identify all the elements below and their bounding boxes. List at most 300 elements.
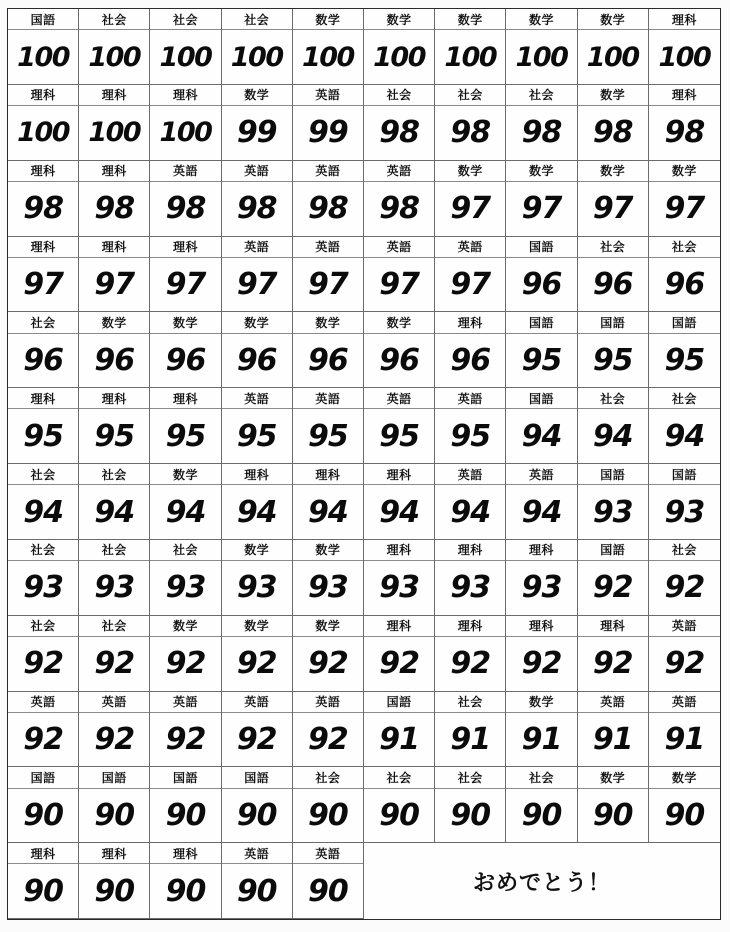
subject-label: 社会 [222,9,292,30]
subject-label: 理科 [150,237,220,258]
score-value: 94 [165,494,206,530]
score-value: 92 [94,722,135,758]
score-card [150,464,221,540]
score-value: 97 [236,267,277,303]
score-value: 94 [592,418,633,454]
score-card [364,85,435,161]
score-card [150,767,221,843]
score-value: 97 [165,267,206,303]
score-value: 97 [521,191,562,227]
subject-label: 社会 [293,767,363,788]
subject-label: 社会 [649,388,720,409]
subject-label: 理科 [293,464,363,485]
subject-label: 数学 [222,540,292,561]
subject-label: 社会 [79,464,149,485]
score-value: 95 [23,418,63,454]
score-card [8,692,79,768]
subject-label: 数学 [150,464,220,485]
score-value: 94 [23,494,63,530]
subject-label: 理科 [8,85,78,106]
score-card [578,237,649,313]
score-card [293,692,364,768]
score-card [79,9,150,85]
score-card [293,540,364,616]
subject-label: 理科 [79,85,149,106]
score-value: 90 [450,797,491,833]
score-value: 97 [664,191,705,227]
score-card [506,464,577,540]
score-card [435,464,506,540]
subject-label: 英語 [364,388,434,409]
subject-label: 国語 [506,388,576,409]
score-value: 96 [94,342,135,378]
subject-label: 国語 [222,767,292,788]
score-card [506,161,577,237]
score-card [506,616,577,692]
subject-label: 英語 [364,237,434,258]
score-card [150,161,221,237]
subject-label: 社会 [649,237,720,258]
score-value: 90 [308,873,348,909]
score-value: 100 [658,41,711,73]
score-value: 91 [592,722,633,758]
score-value: 100 [88,41,141,73]
score-value: 92 [23,646,63,682]
score-value: 100 [373,41,426,73]
subject-label: 数学 [293,616,363,637]
score-card [649,161,720,237]
score-value: 90 [94,873,135,909]
score-value: 93 [94,570,135,606]
score-card [578,692,649,768]
score-value: 100 [88,117,141,149]
subject-label: 英語 [293,161,363,182]
score-value: 92 [592,646,633,682]
score-value: 98 [379,115,419,151]
score-card [506,767,577,843]
subject-label: 社会 [649,540,720,561]
subject-label: 理科 [8,237,78,258]
score-card [364,616,435,692]
subject-label: 英語 [293,692,363,713]
score-value: 95 [236,418,277,454]
score-value: 96 [521,267,562,303]
score-card [150,616,221,692]
score-card [8,843,79,919]
score-card [8,767,79,843]
subject-label: 数学 [293,540,363,561]
score-card [79,616,150,692]
subject-label: 数学 [364,312,434,333]
score-value: 90 [308,797,348,833]
score-card [435,312,506,388]
subject-label: 数学 [578,9,648,30]
score-card [364,9,435,85]
score-card [222,692,293,768]
score-value: 92 [664,570,705,606]
subject-label: 社会 [364,767,434,788]
score-card [150,843,221,919]
subject-label: 社会 [578,237,648,258]
score-value: 91 [521,722,562,758]
subject-label: 数学 [506,161,576,182]
score-value: 98 [165,191,206,227]
score-card [435,161,506,237]
subject-label: 国語 [578,464,648,485]
subject-label: 社会 [435,85,505,106]
subject-label: 数学 [293,312,363,333]
score-value: 92 [521,646,562,682]
score-value: 93 [450,570,491,606]
subject-label: 数学 [435,161,505,182]
subject-label: 理科 [364,540,434,561]
score-value: 94 [450,494,491,530]
score-card [222,9,293,85]
score-card [435,767,506,843]
subject-label: 社会 [8,540,78,561]
score-card [293,85,364,161]
subject-label: 国語 [649,464,720,485]
subject-label: 英語 [8,692,78,713]
score-value: 94 [308,494,348,530]
subject-label: 理科 [435,312,505,333]
score-card [79,464,150,540]
score-value: 95 [94,418,135,454]
score-card [79,692,150,768]
subject-label: 英語 [222,161,292,182]
score-card [649,540,720,616]
score-value: 95 [521,342,562,378]
score-value: 90 [664,797,705,833]
score-card [506,692,577,768]
score-card [364,692,435,768]
score-value: 90 [23,797,63,833]
score-card [293,9,364,85]
score-value: 95 [664,342,705,378]
score-card [222,85,293,161]
subject-label: 英語 [222,237,292,258]
subject-label: 社会 [8,616,78,637]
score-value: 92 [308,722,348,758]
subject-label: 社会 [578,388,648,409]
score-value: 98 [450,115,491,151]
subject-label: 理科 [8,388,78,409]
score-card-sheet [7,8,721,920]
subject-label: 国語 [8,767,78,788]
score-value: 92 [165,722,206,758]
score-value: 93 [664,494,705,530]
score-value: 90 [94,797,135,833]
score-value: 91 [450,722,491,758]
subject-label: 国語 [79,767,149,788]
subject-label: 数学 [79,312,149,333]
score-card [364,388,435,464]
score-value: 90 [236,797,277,833]
score-value: 96 [664,267,705,303]
subject-label: 理科 [150,843,220,864]
subject-label: 理科 [79,237,149,258]
subject-label: 理科 [79,161,149,182]
score-value: 93 [521,570,562,606]
score-value: 100 [17,117,70,149]
subject-label: 英語 [435,464,505,485]
score-value: 96 [379,342,419,378]
subject-label: 理科 [506,616,576,637]
subject-label: 理科 [8,843,78,864]
score-value: 93 [165,570,206,606]
score-card [364,767,435,843]
score-value: 95 [165,418,206,454]
score-value: 95 [592,342,633,378]
score-value: 98 [592,115,633,151]
subject-label: 数学 [649,161,720,182]
score-value: 92 [664,646,705,682]
score-card [578,85,649,161]
score-card [578,312,649,388]
subject-label: 国語 [578,540,648,561]
score-card [222,616,293,692]
subject-label: 英語 [293,85,363,106]
score-card [293,843,364,919]
subject-label: 国語 [150,767,220,788]
score-card [649,464,720,540]
score-value: 98 [379,191,419,227]
subject-label: 数学 [506,9,576,30]
score-card [150,540,221,616]
score-value: 92 [236,722,277,758]
score-card [79,161,150,237]
score-card [8,464,79,540]
subject-label: 数学 [506,692,576,713]
score-value: 98 [94,191,135,227]
score-card [8,161,79,237]
subject-label: 理科 [79,843,149,864]
score-value: 97 [379,267,419,303]
subject-label: 数学 [649,767,720,788]
score-card [364,312,435,388]
score-card [364,540,435,616]
score-card [435,692,506,768]
score-value: 94 [664,418,705,454]
subject-label: 理科 [79,388,149,409]
score-card [79,388,150,464]
score-card [649,616,720,692]
score-card [435,85,506,161]
subject-label: 社会 [150,540,220,561]
subject-label: 数学 [435,9,505,30]
subject-label: 数学 [578,161,648,182]
score-value: 98 [308,191,348,227]
score-value: 95 [308,418,348,454]
score-value: 100 [301,41,354,73]
score-card [435,237,506,313]
score-value: 94 [94,494,135,530]
subject-label: 理科 [435,616,505,637]
score-card [8,312,79,388]
subject-label: 理科 [435,540,505,561]
subject-label: 社会 [79,616,149,637]
subject-label: 英語 [435,237,505,258]
subject-label: 社会 [8,312,78,333]
subject-label: 英語 [150,161,220,182]
subject-label: 英語 [150,692,220,713]
subject-label: 数学 [222,616,292,637]
subject-label: 社会 [506,767,576,788]
score-card [150,692,221,768]
score-value: 97 [23,267,63,303]
subject-label: 国語 [8,9,78,30]
subject-label: 英語 [506,464,576,485]
score-value: 92 [450,646,491,682]
score-card [222,540,293,616]
score-card [578,9,649,85]
score-card [364,464,435,540]
score-card [506,9,577,85]
subject-label: 英語 [578,692,648,713]
score-card [79,767,150,843]
subject-label: 国語 [506,312,576,333]
score-value: 98 [664,115,705,151]
score-card [506,312,577,388]
score-value: 96 [592,267,633,303]
score-card [222,767,293,843]
score-card [649,312,720,388]
score-card [8,85,79,161]
subject-label: 国語 [506,237,576,258]
subject-label: 社会 [79,9,149,30]
subject-label: 理科 [649,85,720,106]
score-card [222,237,293,313]
score-value: 90 [592,797,633,833]
score-value: 93 [592,494,633,530]
score-card [649,767,720,843]
score-card [649,237,720,313]
score-value: 97 [450,267,491,303]
score-value: 92 [165,646,206,682]
score-value: 97 [308,267,348,303]
score-value: 96 [450,342,491,378]
score-value: 95 [450,418,491,454]
score-card [8,9,79,85]
score-value: 92 [23,722,63,758]
score-card [293,388,364,464]
subject-label: 社会 [506,85,576,106]
score-value: 96 [308,342,348,378]
score-value: 98 [521,115,562,151]
subject-label: 英語 [222,692,292,713]
score-card [293,464,364,540]
score-value: 100 [515,41,568,73]
score-card [364,237,435,313]
subject-label: 英語 [435,388,505,409]
subject-label: 数学 [150,616,220,637]
subject-label: 理科 [150,85,220,106]
score-value: 93 [308,570,348,606]
subject-label: 数学 [222,312,292,333]
score-card [8,237,79,313]
subject-label: 英語 [293,237,363,258]
subject-label: 理科 [506,540,576,561]
subject-label: 英語 [79,692,149,713]
subject-label: 理科 [8,161,78,182]
score-card [506,388,577,464]
score-card [578,161,649,237]
score-value: 98 [23,191,63,227]
score-card [150,237,221,313]
score-value: 90 [165,873,206,909]
score-card [222,161,293,237]
score-card [150,9,221,85]
score-card [435,388,506,464]
score-value: 94 [379,494,419,530]
score-card [578,464,649,540]
score-card [222,312,293,388]
score-card [506,237,577,313]
subject-label: 数学 [222,85,292,106]
subject-label: 英語 [649,616,720,637]
score-card [222,388,293,464]
subject-label: 社会 [79,540,149,561]
score-value: 100 [230,41,283,73]
score-card [150,85,221,161]
subject-label: 英語 [649,692,720,713]
score-value: 92 [308,646,348,682]
score-value: 91 [664,722,705,758]
score-value: 90 [379,797,419,833]
score-value: 93 [379,570,419,606]
subject-label: 理科 [222,464,292,485]
score-card [364,161,435,237]
score-value: 96 [23,342,63,378]
score-card [8,540,79,616]
score-card [150,312,221,388]
subject-label: 英語 [364,161,434,182]
score-card [222,464,293,540]
score-value: 97 [592,191,633,227]
score-card [79,85,150,161]
score-value: 94 [521,418,562,454]
subject-label: 社会 [435,767,505,788]
score-value: 91 [379,722,419,758]
score-card [79,237,150,313]
score-value: 93 [236,570,277,606]
score-value: 92 [592,570,633,606]
subject-label: 理科 [364,464,434,485]
subject-label: 数学 [293,9,363,30]
score-value: 97 [94,267,135,303]
score-value: 96 [165,342,206,378]
score-card [293,767,364,843]
score-card [8,616,79,692]
score-value: 92 [379,646,419,682]
score-card [506,85,577,161]
subject-label: 社会 [364,85,434,106]
score-card [578,767,649,843]
score-value: 97 [450,191,491,227]
subject-label: 理科 [364,616,434,637]
score-value: 95 [379,418,419,454]
score-value: 99 [236,115,277,151]
score-card [293,616,364,692]
score-value: 98 [236,191,277,227]
subject-label: 数学 [578,767,648,788]
score-card [649,388,720,464]
score-value: 99 [308,115,348,151]
score-value: 100 [17,41,70,73]
score-card [578,388,649,464]
subject-label: 英語 [222,388,292,409]
score-card [649,692,720,768]
